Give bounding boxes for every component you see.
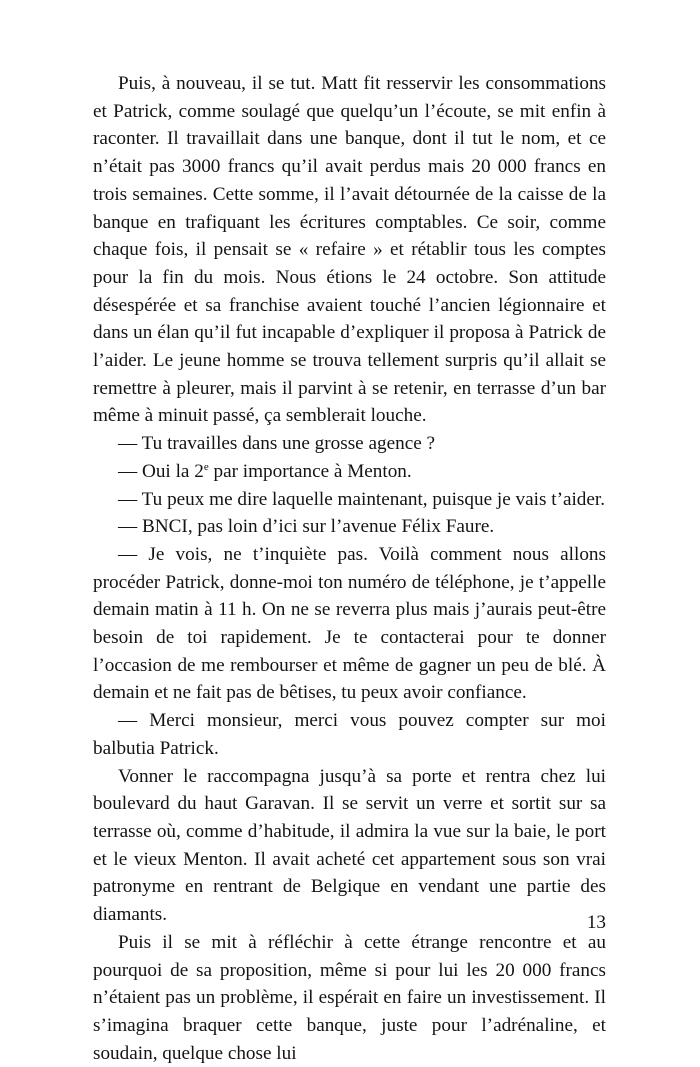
- dialogue-line: — BNCI, pas loin d’ici sur l’avenue Félix Faure.: [118, 516, 495, 538]
- dialogue-line: — Tu peux me dire laquelle maintenant, puisque je vais t’aider.: [118, 488, 606, 510]
- superscript: e: [203, 460, 209, 473]
- dialogue-line: — Je vois, ne t’inquiète pas. Voilà comment nous allons procéder Patrick, donne-moi ton numéro de téléphone, je t’appelle demain matin à 11 h. On ne se reverra plus mais j’aurais peut-être besoin de toi rapidement. Je te contacterai pour te donner l’occasion de me rembourser et même de gagner un peu de blé. À demain et ne fait pas de bêtises, tu peux avoir confiance.: [93, 543, 606, 704]
- dialogue-line: — Tu travailles dans une grosse agence ?: [118, 433, 436, 455]
- paragraph: Puis, à nouveau, il se tut. Matt fit resservir les consommations et Patrick, comme soulagé que quelqu’un l’écoute, se mit enfin à raconter. Il travaillait dans une banque, dont il tut le nom, et ce n’était pas 3000 francs qu’il avait perdus mais 20 000 francs en trois semaines. Cette somme, il l’avait détournée de la caisse de la banque en trafiquant les écritures comptables. Ce soir, comme chaque fois, il pensait se « refaire » et rétablir tous les comptes pour la fin du mois. Nous étions le 24 octobre. Son attitude désespérée et sa franchise avaient touché l’ancien légionnaire et dans un élan qu’il fut incapable d’expliquer il proposa à Patrick de l’aider. Le jeune homme se trouva tellement surpris qu’il allait se remettre à pleurer, mais il parvint à se retenir, en terrasse d’un bar même à minuit passé, ça semblerait louche.: [93, 73, 606, 427]
- dialogue-line: [93, 458, 606, 486]
- dialogue-line: — Merci monsieur, merci vous pouvez compter sur moi balbutia Patrick.: [93, 710, 606, 759]
- dialogue-text: — Oui la 2: [118, 460, 204, 482]
- paragraph: Vonner le raccompagna jusqu’à sa porte et rentra chez lui boulevard du haut Garavan. Il se servit un verre et sortit sur sa terrasse où, comme d’habitude, il admira la vue sur la baie, le port et le vieux Menton. Il avait acheté cet appartement sous son vrai patronyme en rentrant de Belgique en vendant une partie des diamants.: [93, 765, 606, 926]
- page-number: 13: [586, 912, 606, 933]
- paragraph: Puis il se mit à réfléchir à cette étrange rencontre et au pourquoi de sa proposition, même si pour lui les 20 000 francs n’étaient pas un problème, il espérait en faire un investissement. Il s’imagina braquer cette banque, juste pour l’adrénaline, et soudain, quelque chose lui: [93, 931, 606, 1064]
- page-body: [93, 70, 606, 1067]
- dialogue-text: par importance à Menton.: [208, 460, 412, 482]
